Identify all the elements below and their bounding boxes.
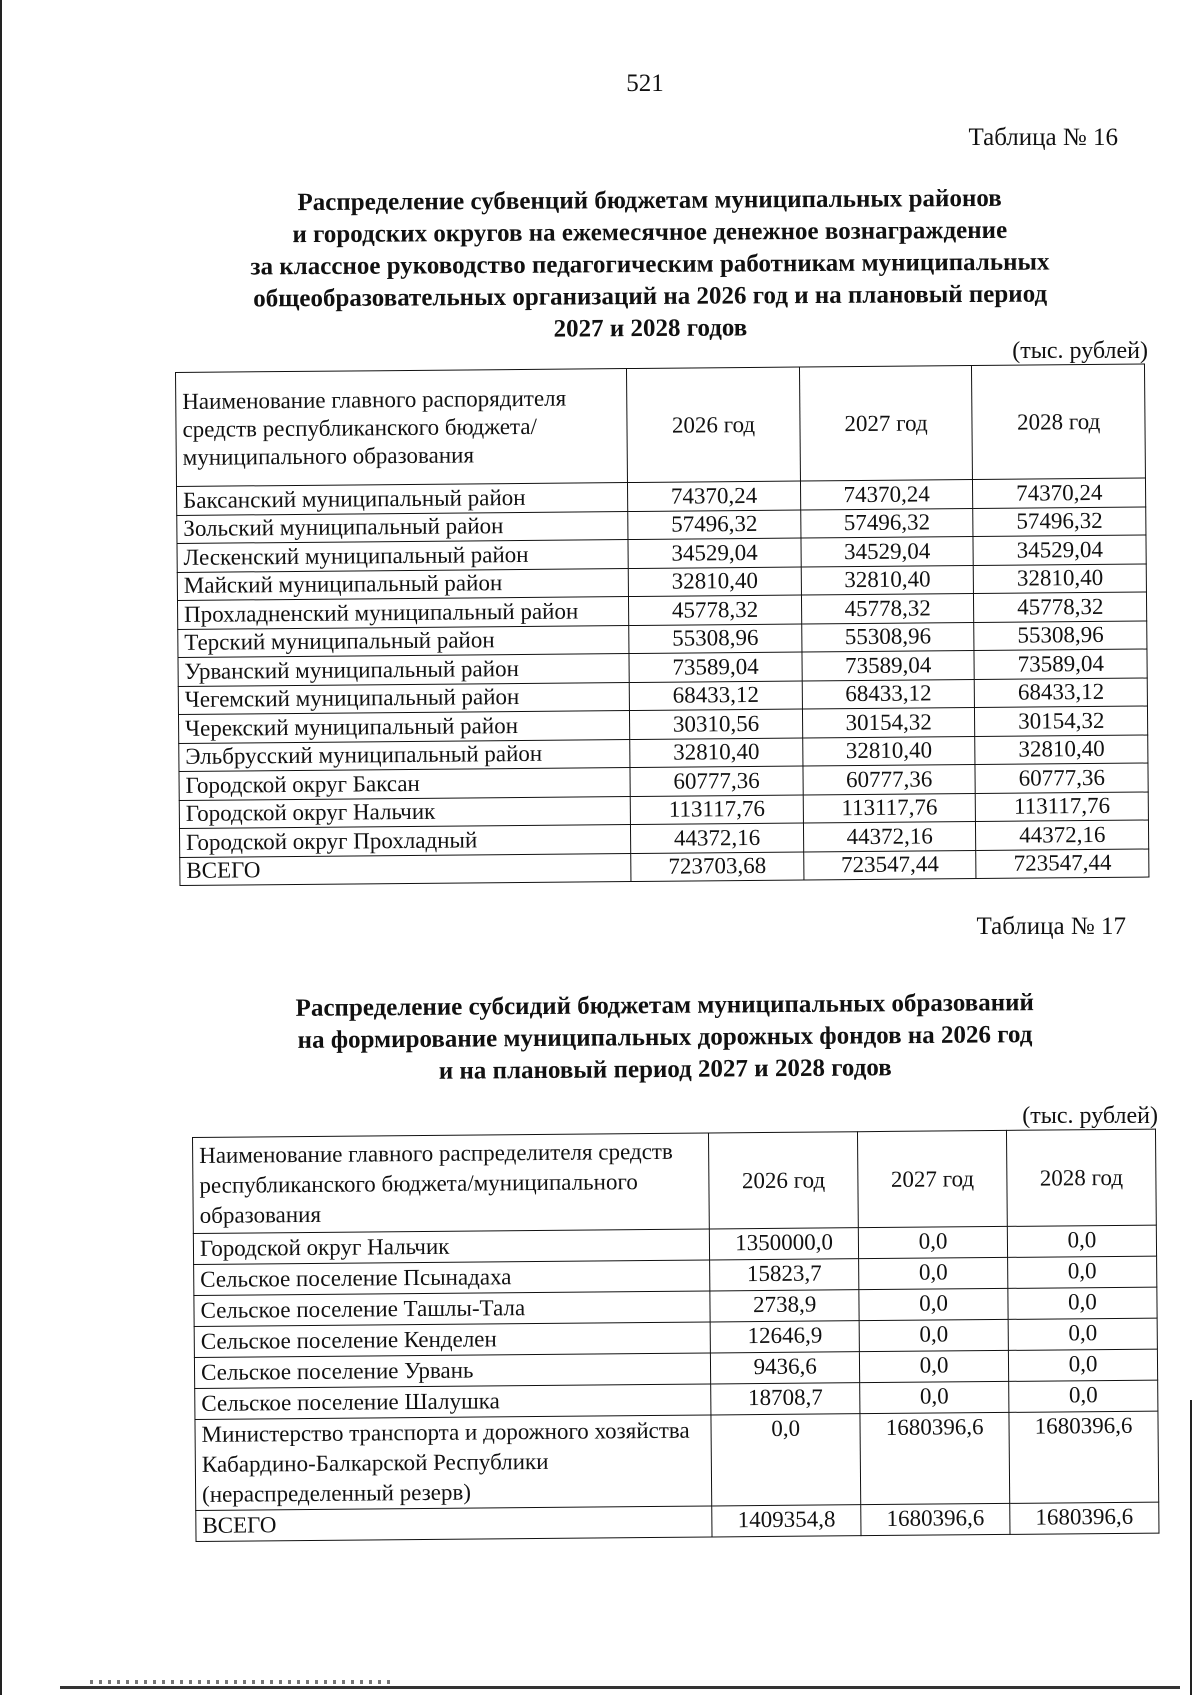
header-2027: 2027 год bbox=[799, 366, 973, 482]
cell-2027: 0,0 bbox=[859, 1319, 1008, 1351]
cell-2028: 73589,04 bbox=[974, 649, 1147, 679]
cell-2028: 60777,36 bbox=[975, 763, 1148, 793]
cell-2027: 68433,12 bbox=[802, 679, 975, 709]
cell-2027: 30154,32 bbox=[802, 708, 975, 738]
cell-2026: 1350000,0 bbox=[710, 1228, 859, 1260]
cell-2026: 15823,7 bbox=[710, 1259, 859, 1291]
cell-2027: 1680396,6 bbox=[860, 1412, 1010, 1504]
scan-edge-bottom bbox=[60, 1686, 1180, 1689]
table-17-title bbox=[170, 986, 1161, 1090]
cell-2028: 32810,40 bbox=[975, 735, 1148, 765]
cell-name: Лескенский муниципальный район bbox=[177, 540, 628, 572]
cell-2028: 57496,32 bbox=[973, 507, 1146, 537]
table-16-units: (тыс. рублей) bbox=[1012, 338, 1148, 364]
header-2028: 2028 год bbox=[1007, 1129, 1157, 1226]
cell-2028: 30154,32 bbox=[975, 706, 1148, 736]
cell-2027: 55308,96 bbox=[802, 622, 975, 652]
cell-name: Эльбрусский муниципальный район bbox=[179, 739, 630, 771]
cell-2026: 0,0 bbox=[711, 1414, 861, 1506]
cell-2027: 0,0 bbox=[859, 1288, 1008, 1320]
table-17 bbox=[192, 1129, 1159, 1542]
cell-2028: 0,0 bbox=[1007, 1225, 1156, 1257]
cell-name: Сельское поселение Урвань bbox=[194, 1353, 710, 1389]
cell-2027: 60777,36 bbox=[803, 765, 976, 795]
cell-2028: 44372,16 bbox=[976, 820, 1149, 850]
cell-name: Прохладненский муниципальный район bbox=[177, 597, 628, 629]
cell-name: Сельское поселение Шалушка bbox=[195, 1384, 711, 1420]
cell-2027: 45778,32 bbox=[801, 594, 974, 624]
cell-name: Зольский муниципальный район bbox=[177, 511, 628, 543]
cell-name: Баксанский муниципальный район bbox=[176, 483, 627, 515]
cell-name: Сельское поселение Ташлы-Тала bbox=[194, 1291, 710, 1327]
cell-2027: 44372,16 bbox=[803, 822, 976, 852]
scan-edge-right bbox=[1190, 1400, 1192, 1695]
cell-2026: 45778,32 bbox=[629, 595, 802, 625]
cell-2028: 0,0 bbox=[1009, 1380, 1158, 1412]
cell-name: Чегемский муниципальный район bbox=[178, 682, 629, 714]
cell-2026: 74370,24 bbox=[628, 481, 801, 511]
cell-2026: 73589,04 bbox=[629, 652, 802, 682]
cell-name: Городской округ Прохладный bbox=[179, 825, 630, 857]
cell-name: Сельское поселение Псынадаха bbox=[194, 1260, 710, 1296]
cell-2026: 44372,16 bbox=[631, 823, 804, 853]
cell-name: Городской округ Баксан bbox=[179, 768, 630, 800]
cell-2027: 57496,32 bbox=[801, 508, 974, 538]
cell-name: Сельское поселение Кенделен bbox=[194, 1322, 710, 1358]
table-header-row bbox=[193, 1129, 1157, 1233]
cell-2028: 32810,40 bbox=[974, 564, 1147, 594]
cell-2027: 32810,40 bbox=[801, 565, 974, 595]
cell-2026: 2738,9 bbox=[710, 1290, 859, 1322]
header-name: Наименование главного распорядителя средств республиканского бюджета/муниципального образования bbox=[176, 369, 628, 487]
cell-2027: 32810,40 bbox=[803, 736, 976, 766]
cell-2027: 0,0 bbox=[858, 1226, 1007, 1258]
table-17-units: (тыс. рублей) bbox=[1022, 1103, 1158, 1129]
cell-2028: 34529,04 bbox=[973, 535, 1146, 565]
cell-2026: 34529,04 bbox=[628, 538, 801, 568]
title-line: на формирование муниципальных дорожных фондов на 2026 год bbox=[297, 1021, 1033, 1054]
table-16-title bbox=[140, 182, 1161, 348]
title-line: общеобразовательных организаций на 2026 год и на плановый период bbox=[253, 280, 1048, 313]
page-number: 521 bbox=[626, 70, 664, 97]
cell-2026: 723703,68 bbox=[631, 852, 804, 882]
cell-name: Майский муниципальный район bbox=[177, 568, 628, 600]
cell-2028: 0,0 bbox=[1008, 1349, 1157, 1381]
cell-2026: 32810,40 bbox=[630, 738, 803, 768]
cell-2028: 45778,32 bbox=[974, 592, 1147, 622]
header-2026: 2026 год bbox=[627, 367, 801, 483]
title-line: и на плановый период 2027 и 2028 годов bbox=[438, 1054, 892, 1085]
cell-name: Терский муниципальный район bbox=[178, 625, 629, 657]
table-16-caption: Таблица № 16 bbox=[968, 124, 1118, 151]
cell-2026: 9436,6 bbox=[711, 1352, 860, 1384]
table-row bbox=[195, 1411, 1159, 1510]
cell-name: ВСЕГО bbox=[180, 853, 631, 885]
cell-2026: 57496,32 bbox=[628, 510, 801, 540]
title-line: Распределение субсидий бюджетам муниципальных образований bbox=[295, 989, 1034, 1022]
cell-2027: 1680396,6 bbox=[861, 1503, 1010, 1535]
cell-2027: 0,0 bbox=[860, 1381, 1009, 1413]
cell-2027: 73589,04 bbox=[802, 651, 975, 681]
cell-2027: 34529,04 bbox=[801, 537, 974, 567]
cell-2028: 68433,12 bbox=[975, 678, 1148, 708]
cell-2026: 113117,76 bbox=[630, 795, 803, 825]
cell-2026: 60777,36 bbox=[630, 766, 803, 796]
cell-2027: 74370,24 bbox=[800, 480, 973, 510]
cell-2028: 74370,24 bbox=[973, 478, 1146, 508]
cell-2027: 723547,44 bbox=[804, 850, 977, 880]
scan-edge-left bbox=[0, 0, 2, 1695]
cell-name: Урванский муниципальный район bbox=[178, 654, 629, 686]
table-16 bbox=[175, 364, 1149, 886]
cell-name: ВСЕГО bbox=[196, 1506, 712, 1542]
cell-2026: 1409354,8 bbox=[712, 1505, 861, 1537]
cell-2026: 18708,7 bbox=[711, 1383, 860, 1415]
cell-2028: 1680396,6 bbox=[1009, 1411, 1159, 1503]
title-line: за классное руководство педагогическим работникам муниципальных bbox=[250, 248, 1050, 281]
title-line: и городских округов на ежемесячное денежное вознаграждение bbox=[292, 216, 1008, 249]
header-2027: 2027 год bbox=[858, 1130, 1008, 1227]
header-2026: 2026 год bbox=[709, 1132, 859, 1229]
title-line: 2027 и 2028 годов bbox=[553, 314, 748, 343]
header-2028: 2028 год bbox=[972, 364, 1146, 480]
cell-2026: 12646,9 bbox=[710, 1321, 859, 1353]
cell-2026: 68433,12 bbox=[629, 681, 802, 711]
cell-2028: 0,0 bbox=[1008, 1256, 1157, 1288]
cell-2028: 113117,76 bbox=[976, 792, 1149, 822]
cell-2028: 0,0 bbox=[1008, 1318, 1157, 1350]
cell-2028: 0,0 bbox=[1008, 1287, 1157, 1319]
table-17-caption: Таблица № 17 bbox=[976, 913, 1126, 940]
title-line: Распределение субвенций бюджетам муниципальных районов bbox=[297, 184, 1002, 217]
cell-2028: 1680396,6 bbox=[1010, 1502, 1159, 1534]
cell-name: Министерство транспорта и дорожного хозяйства Кабардино-Балкарской Республики (нераспределенный резерв) bbox=[195, 1415, 712, 1511]
cell-2027: 0,0 bbox=[860, 1350, 1009, 1382]
cell-2026: 30310,56 bbox=[630, 709, 803, 739]
cell-2027: 0,0 bbox=[859, 1257, 1008, 1289]
cell-2026: 55308,96 bbox=[629, 624, 802, 654]
cell-2028: 55308,96 bbox=[974, 621, 1147, 651]
cell-2027: 113117,76 bbox=[803, 793, 976, 823]
cell-2028: 723547,44 bbox=[976, 849, 1149, 879]
scan-noise bbox=[90, 1680, 390, 1684]
cell-name: Черекский муниципальный район bbox=[178, 711, 629, 743]
cell-2026: 32810,40 bbox=[628, 567, 801, 597]
header-name: Наименование главного распределителя средств республиканского бюджета/муниципального образования bbox=[193, 1133, 710, 1234]
cell-name: Городской округ Нальчик bbox=[193, 1229, 709, 1265]
table-header-row bbox=[176, 364, 1146, 486]
cell-name: Городской округ Нальчик bbox=[179, 796, 630, 828]
